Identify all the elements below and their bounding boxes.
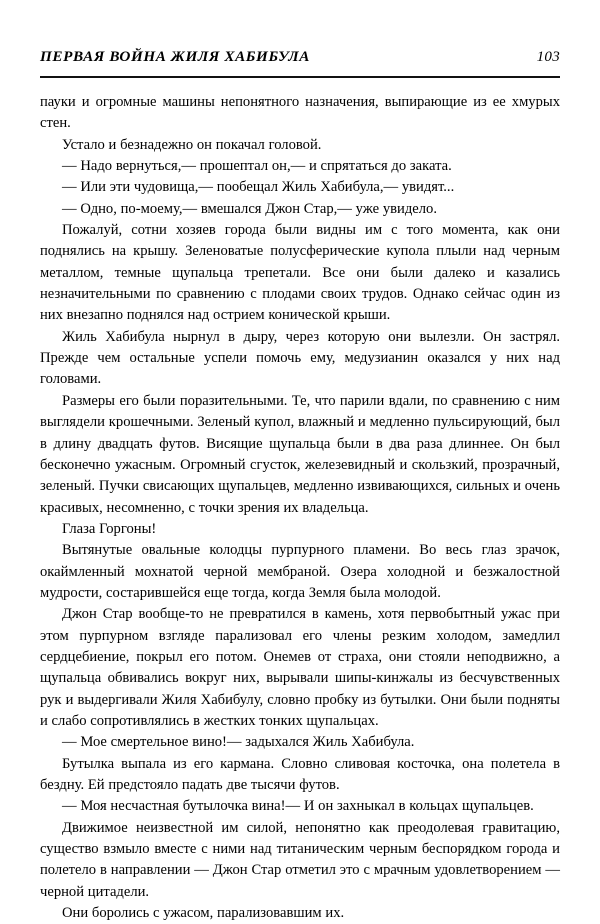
dialogue-paragraph: — Или эти чудовища,— пообещал Жиль Хабибула,— увидят... (62, 179, 455, 196)
body-paragraph: Размеры его были поразительными. Те, что парили вдали, по сравнению с ним выглядели крошечными. Зеленый купол, влажный и медленно пульсирующий, был в длину двадцать футов. Висящие щупальца были в два раза длиннее. Он был бесконечно ужасным. Огромный сгусток, железевидный и скользкий, прозрачный, зеленый. Пучки свисающих щупальцев, медленно извивающихся, сильных и очень красивых, несомненно, с точки зрения их владельца. (40, 392, 560, 516)
dialogue-paragraph: — Моя несчастная бутылочка вина!— И он захныкал в кольцах щупальцев. (62, 798, 534, 815)
header-rule (40, 76, 560, 78)
dialogue-paragraph: — Мое смертельное вино!— задыхался Жиль Хабибула. (62, 734, 415, 751)
body-paragraph: пауки и огромные машины непонятного назначения, выпирающие из ее хмурых стен. (40, 94, 560, 132)
body-text (40, 92, 560, 924)
body-paragraph: Движимое неизвестной им силой, непонятно как преодолевая гравитацию, существо взмыло вместе с ними над титаническим черным беспорядком города и полетело в направлении — Джон Стар отметил это с мрачным удовлетворением — черной цитадели. (40, 819, 560, 900)
body-paragraph: Вытянутые овальные колодцы пурпурного пламени. Во весь глаз зрачок, окаймленный мохнатой черной мембраной. Озера холодной и безжалостной мудрости, состарившейся еще тогда, когда Земля была молодой. (40, 542, 560, 601)
body-paragraph: Устало и безнадежно он покачал головой. (62, 136, 322, 153)
page-number: 103 (536, 49, 560, 65)
body-paragraph: Глаза Горгоны! (62, 520, 157, 537)
body-paragraph: Жиль Хабибула нырнул в дыру, через которую они вылезли. Он застрял. Прежде чем остальные успели помочь ему, медузианин оказался у них над головами. (40, 328, 560, 388)
dialogue-paragraph: — Одно, по-моему,— вмешался Джон Стар,— уже увидело. (62, 200, 437, 217)
body-paragraph: Джон Стар вообще-то не превратился в камень, хотя первобытный ужас при этом пурпурном взгляде парализовал его члены резким холодом, замедлил сердцебиение, покрыл его потом. Онемев от страха, они стояли неподвижно, а щупальца обвивались вокруг них, вырывали шипы-кинжалы из бесчувственных рук и выдергивали Жиля Хабибулу, словно пробку из бутылки. Они были подняты и слабо сопротивлялись в жестких тонких щупальцах. (40, 606, 560, 729)
body-paragraph: Пожалуй, сотни хозяев города были видны им с того момента, как они поднялись на крышу. Зеленоватые полусферические купола плыли над черным металлом, темные щупальца трепетали. Все они были далеко и казались незначительными по сравнению с плодами своих трудов. Однако сейчас один из них внезапно поднялся над острием конической крыши. (40, 222, 560, 324)
running-header-title: ПЕРВАЯ ВОЙНА ЖИЛЯ ХАБИБУЛА (40, 48, 311, 65)
body-paragraph: Они боролись с ужасом, парализовавшим их. (62, 905, 345, 922)
running-header (40, 48, 560, 66)
dialogue-paragraph: — Надо вернуться,— прошептал он,— и спрятаться до заката. (62, 158, 452, 175)
body-paragraph: Бутылка выпала из его кармана. Словно сливовая косточка, она полетела в бездну. Ей предстояло падать две тысячи футов. (40, 755, 560, 793)
